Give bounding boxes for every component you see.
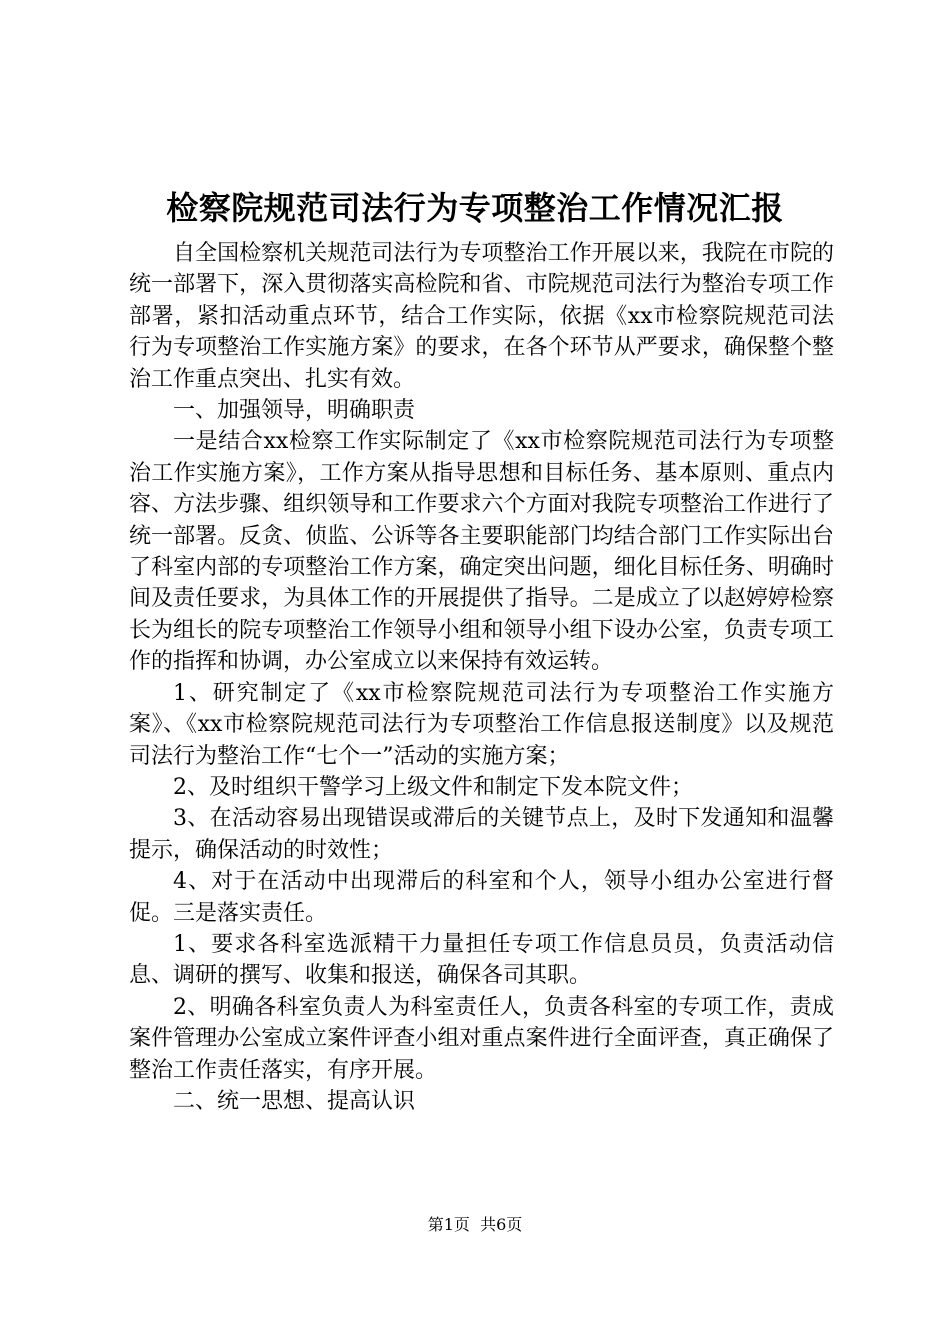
responsibility-item-2: 2、明确各科室负责人为科室责任人，负责各科室的专项工作，责成案件管理办公室成立案件评查小组对重点案件进行全面评查，真正确保了整治工作责任落实，有序开展。 xyxy=(129,994,834,1083)
responsibility-item-1: 1、要求各科室选派精干力量担任专项工作信息员员，负责活动信息、调研的撰写、收集和报送，确保各司其职。 xyxy=(129,931,834,989)
document-body xyxy=(129,238,834,1117)
intro-paragraph: 自全国检察机关规范司法行为专项整治工作开展以来，我院在市院的统一部署下，深入贯彻落实高检院和省、市院规范司法行为整治专项工作部署，紧扣活动重点环节，结合工作实际，依据《xx市检察院规范司法行为专项整治工作实施方案》的要求，在各个环节从严要求，确保整个整治工作重点突出、扎实有效。 xyxy=(129,241,834,392)
list-item-4: 4、对于在活动中出现滞后的科室和个人，领导小组办公室进行督促。三是落实责任。 xyxy=(129,869,834,926)
section-heading-1: 一、加强领导，明确职责 xyxy=(173,398,416,424)
section-heading-2: 二、统一思想、提高认识 xyxy=(173,1088,416,1114)
list-item-3: 3、在活动容易出现错误或滞后的关键节点上，及时下发通知和温馨提示，确保活动的时效性； xyxy=(129,806,834,863)
list-item-1: 1、研究制定了《xx市检察院规范司法行为专项整治工作实施方案》、《xx市检察院规范司法行为专项整治工作信息报送制度》以及规范司法行为整治工作“七个一”活动的实施方案； xyxy=(129,680,834,769)
body-paragraph: 一是结合xx检察工作实际制定了《xx市检察院规范司法行为专项整治工作实施方案》，工作方案从指导思想和目标任务、基本原则、重点内容、方法步骤、组织领导和工作要求六个方面对我院专项整治工作进行了统一部署。反贪、侦监、公诉等各主要职能部门均结合部门工作实际出台了科室内部的专项整治工作方案，确定突出问题，细化目标任务、明确时间及责任要求，为具体工作的开展提供了指导。二是成立了以赵婷婷检察长为组长的院专项整治工作领导小组和领导小组下设办公室，负责专项工作的指挥和协调，办公室成立以来保持有效运转。 xyxy=(129,429,834,675)
page-footer: 第1页 共6页 xyxy=(427,1215,523,1234)
list-item-2: 2、及时组织干警学习上级文件和制定下发本院文件； xyxy=(173,774,693,800)
document-title: 检察院规范司法行为专项整治工作情况汇报 xyxy=(166,189,784,227)
